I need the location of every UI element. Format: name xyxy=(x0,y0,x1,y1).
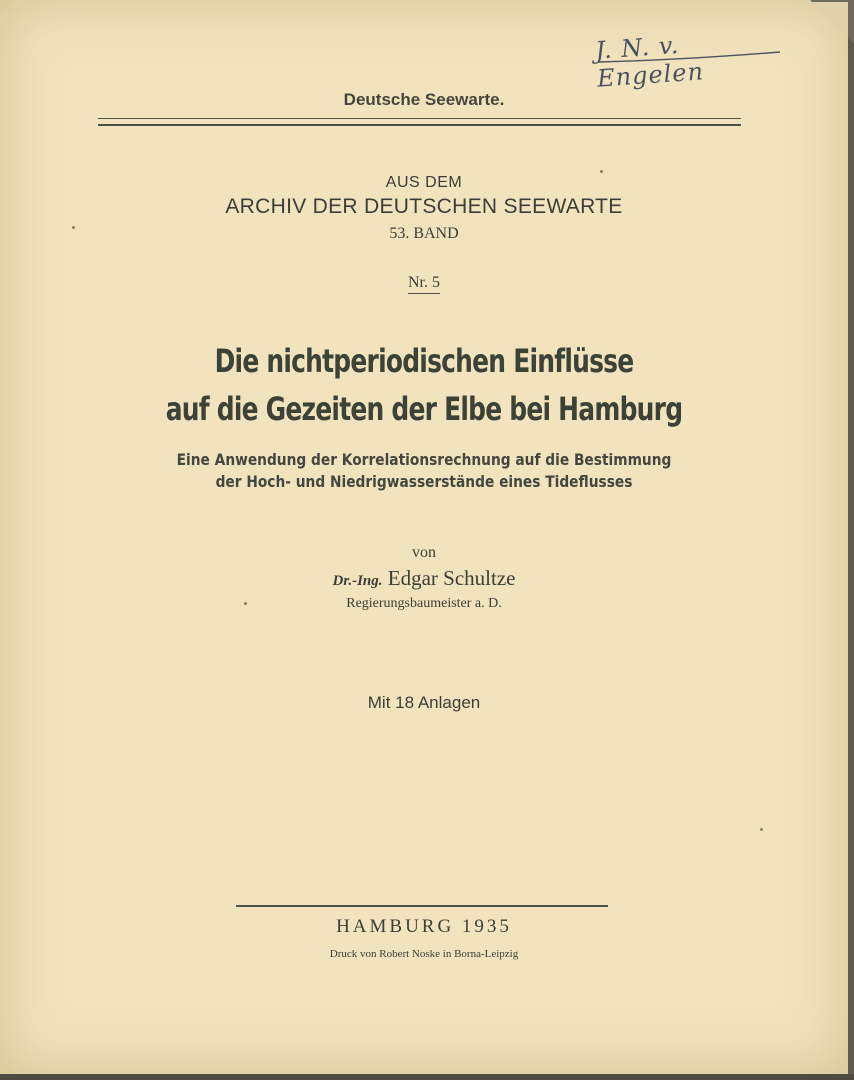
plates-note: Mit 18 Anlagen xyxy=(367,693,481,712)
byline-von: von xyxy=(412,544,436,561)
page-edge-bottom xyxy=(0,1074,854,1080)
issue-number-text: Nr. 5 xyxy=(408,274,440,294)
series-line-1: AUS DEM xyxy=(385,174,463,191)
title-line-2: auf die Gezeiten der Elbe bei Hamburg xyxy=(165,390,683,428)
imprint-rule xyxy=(236,905,608,907)
series-volume: 53. BAND xyxy=(389,225,459,242)
series-title: ARCHIV DER DEUTSCHEN SEEWARTE xyxy=(225,195,623,218)
paper-speck xyxy=(72,226,75,229)
title-line-1: Die nichtperiodischen Einflüsse xyxy=(214,342,634,380)
author-rank: Regierungsbaumeister a. D. xyxy=(346,596,502,611)
subtitle-line-2: der Hoch- und Niedrigwasserstände eines Tideflusses xyxy=(215,472,633,491)
paper-speck xyxy=(600,170,603,173)
issue-number xyxy=(0,274,848,292)
imprint-place-year: HAMBURG 1935 xyxy=(336,916,512,937)
paper-speck xyxy=(760,828,763,831)
paper-speck xyxy=(244,602,247,605)
publisher-name: Deutsche Seewarte. xyxy=(343,90,505,109)
page-edge-right xyxy=(848,0,854,1080)
author-title-prefix: Dr.-Ing. xyxy=(332,573,383,589)
handwritten-signature xyxy=(590,30,790,93)
folded-corner xyxy=(812,2,848,38)
author-line xyxy=(0,566,848,591)
subtitle-line-1: Eine Anwendung der Korrelationsrechnung auf die Bestimmung xyxy=(176,450,672,469)
imprint-printer: Druck von Robert Noske in Borna-Leipzig xyxy=(329,948,519,960)
author-name: Edgar Schultze xyxy=(387,566,516,590)
signature-text: J. N. v. Engelen xyxy=(594,30,705,93)
header-double-rule xyxy=(98,118,741,126)
